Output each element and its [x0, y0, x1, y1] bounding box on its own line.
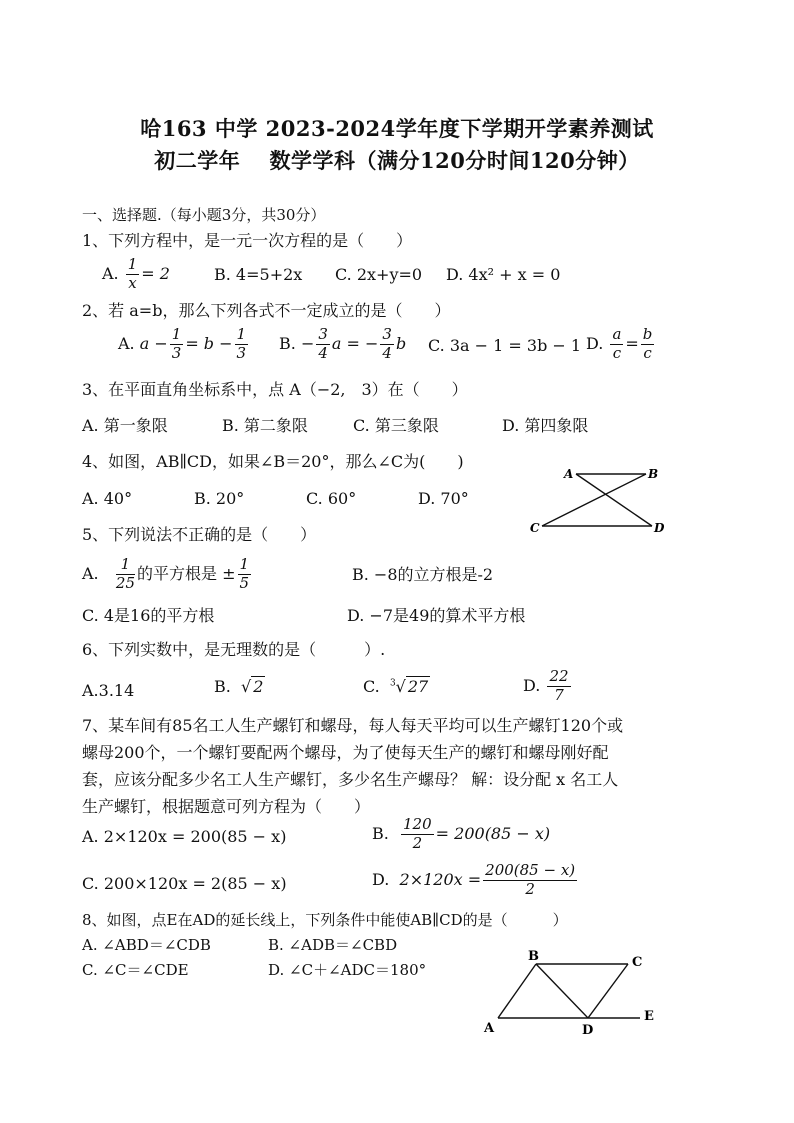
q6-option-d: D. $\frac{22}{7}$ [523, 667, 569, 704]
q2-option-b: B. − $\frac{3}{4}$ a = − $\frac{3}{4}$ b [279, 325, 407, 362]
q7-line-2: 螺母200个，一个螺钉要配两个螺母，为了使每天生产的螺钉和螺母刚好配 [82, 743, 609, 762]
q5-stem: 5、下列说法不正确的是（ ） [82, 525, 317, 544]
q8-line-cd [588, 964, 628, 1018]
q1-option-a [102, 257, 170, 292]
q4-stem: 4、如图，AB∥CD，如果∠B＝20°，那么∠C为( ) [82, 452, 464, 471]
q8-figure [476, 944, 666, 1040]
q7-option-d: D. 2×120x = $\frac{200(85 - x)}{2}$ [372, 861, 576, 898]
q8-label-e: E [644, 1009, 654, 1024]
q2-option-d: D. $\frac{a}{c}$ = $\frac{b}{c}$ [586, 325, 653, 362]
q4-line-ad [576, 474, 652, 526]
q8-option-a: A. ∠ABD＝∠CDB [82, 936, 211, 954]
exam-subtitle: 初二学年 数学学科（满分120分时间120分钟） [154, 148, 640, 173]
q4-option-c: C. 60° [306, 489, 357, 508]
q5-option-a: A. $\frac{1}{25}$ 的平方根是 ± $\frac{1}{5}$ [82, 555, 250, 592]
q8-line-ab [498, 964, 536, 1018]
q5-option-b: B. −8的立方根是-2 [352, 565, 494, 584]
q3-option-a: A. 第一象限 [82, 416, 168, 435]
q3-stem: 3、在平面直角坐标系中，点 A（−2, 3）在（ ） [82, 380, 468, 399]
q5-option-c: C. 4是16的平方根 [82, 606, 215, 625]
q1-a-label: A. [102, 264, 119, 284]
q5-option-d: D. −7是49的算术平方根 [347, 606, 526, 625]
q3-option-c: C. 第三象限 [353, 416, 439, 435]
q6-option-a: A.3.14 [82, 681, 135, 700]
q8-option-b: B. ∠ADB＝∠CBD [268, 936, 398, 954]
q1-option-d: D. 4x² + x = 0 [446, 265, 561, 284]
q8-stem: 8、如图，点E在AD的延长线上，下列条件中能使AB∥CD的是（ ） [82, 911, 568, 929]
q4-option-a: A. 40° [82, 489, 133, 508]
q4-label-a: A [564, 467, 574, 481]
q7-option-b: B. $\frac{120}{2}$ = 200(85 − x) [372, 815, 551, 852]
q7-option-a: A. 2×120x = 200(85 − x) [82, 827, 287, 846]
q7-line-3: 套，应该分配多少名工人生产螺钉，多少名生产螺母？ 解：设分配 x 名工人 [82, 770, 619, 789]
q6-option-b: B. √ 2 [214, 677, 264, 696]
q1-option-c: C. 2x+y=0 [335, 265, 423, 284]
q7-line-1: 7、某车间有85名工人生产螺钉和螺母，每人每天平均可以生产螺钉120个或 [82, 716, 624, 735]
q1-a-rhs: = 2 [141, 264, 170, 284]
q4-label-b: B [648, 467, 659, 481]
q8-option-c: C. ∠C＝∠CDE [82, 961, 189, 979]
q8-label-c: C [632, 955, 643, 970]
q4-option-b: B. 20° [194, 489, 245, 508]
q1-stem: 1、下列方程中，是一元一次方程的是（ ） [82, 231, 413, 250]
q8-line-bd [536, 964, 588, 1018]
q3-option-b: B. 第二象限 [222, 416, 308, 435]
q6-stem: 6、下列实数中，是无理数的是（ ）. [82, 640, 386, 659]
q4-line-bc [542, 474, 646, 526]
q8-label-a: A [484, 1021, 495, 1036]
q8-option-d: D. ∠C＋∠ADC＝180° [268, 961, 427, 979]
q2-option-a: A. a − $\frac{1}{3}$ = b − $\frac{1}{3}$ [118, 325, 247, 362]
section-title: 一、选择题.（每小题3分，共30分） [82, 206, 326, 224]
q4-figure [520, 458, 670, 538]
q6-option-c: C. $^3$√ 27 [363, 677, 429, 696]
q2-option-c: C. 3a − 1 = 3b − 1 [428, 336, 582, 355]
q1-a-fraction: $\frac{1}{x}$ [127, 255, 138, 292]
q4-label-d: D [654, 521, 665, 535]
q4-option-d: D. 70° [418, 489, 469, 508]
q8-label-b: B [528, 949, 539, 964]
q7-line-4: 生产螺钉，根据题意可列方程为（ ） [82, 797, 371, 816]
q3-option-d: D. 第四象限 [502, 416, 589, 435]
exam-title: 哈163 中学 2023-2024学年度下学期开学素养测试 [140, 116, 654, 141]
q4-label-c: C [530, 521, 540, 535]
q1-option-b: B. 4=5+2x [214, 265, 303, 284]
q8-label-d: D [582, 1023, 594, 1038]
q7-option-c: C. 200×120x = 2(85 − x) [82, 874, 287, 893]
q2-stem: 2、若 a=b，那么下列各式不一定成立的是（ ） [82, 301, 451, 320]
